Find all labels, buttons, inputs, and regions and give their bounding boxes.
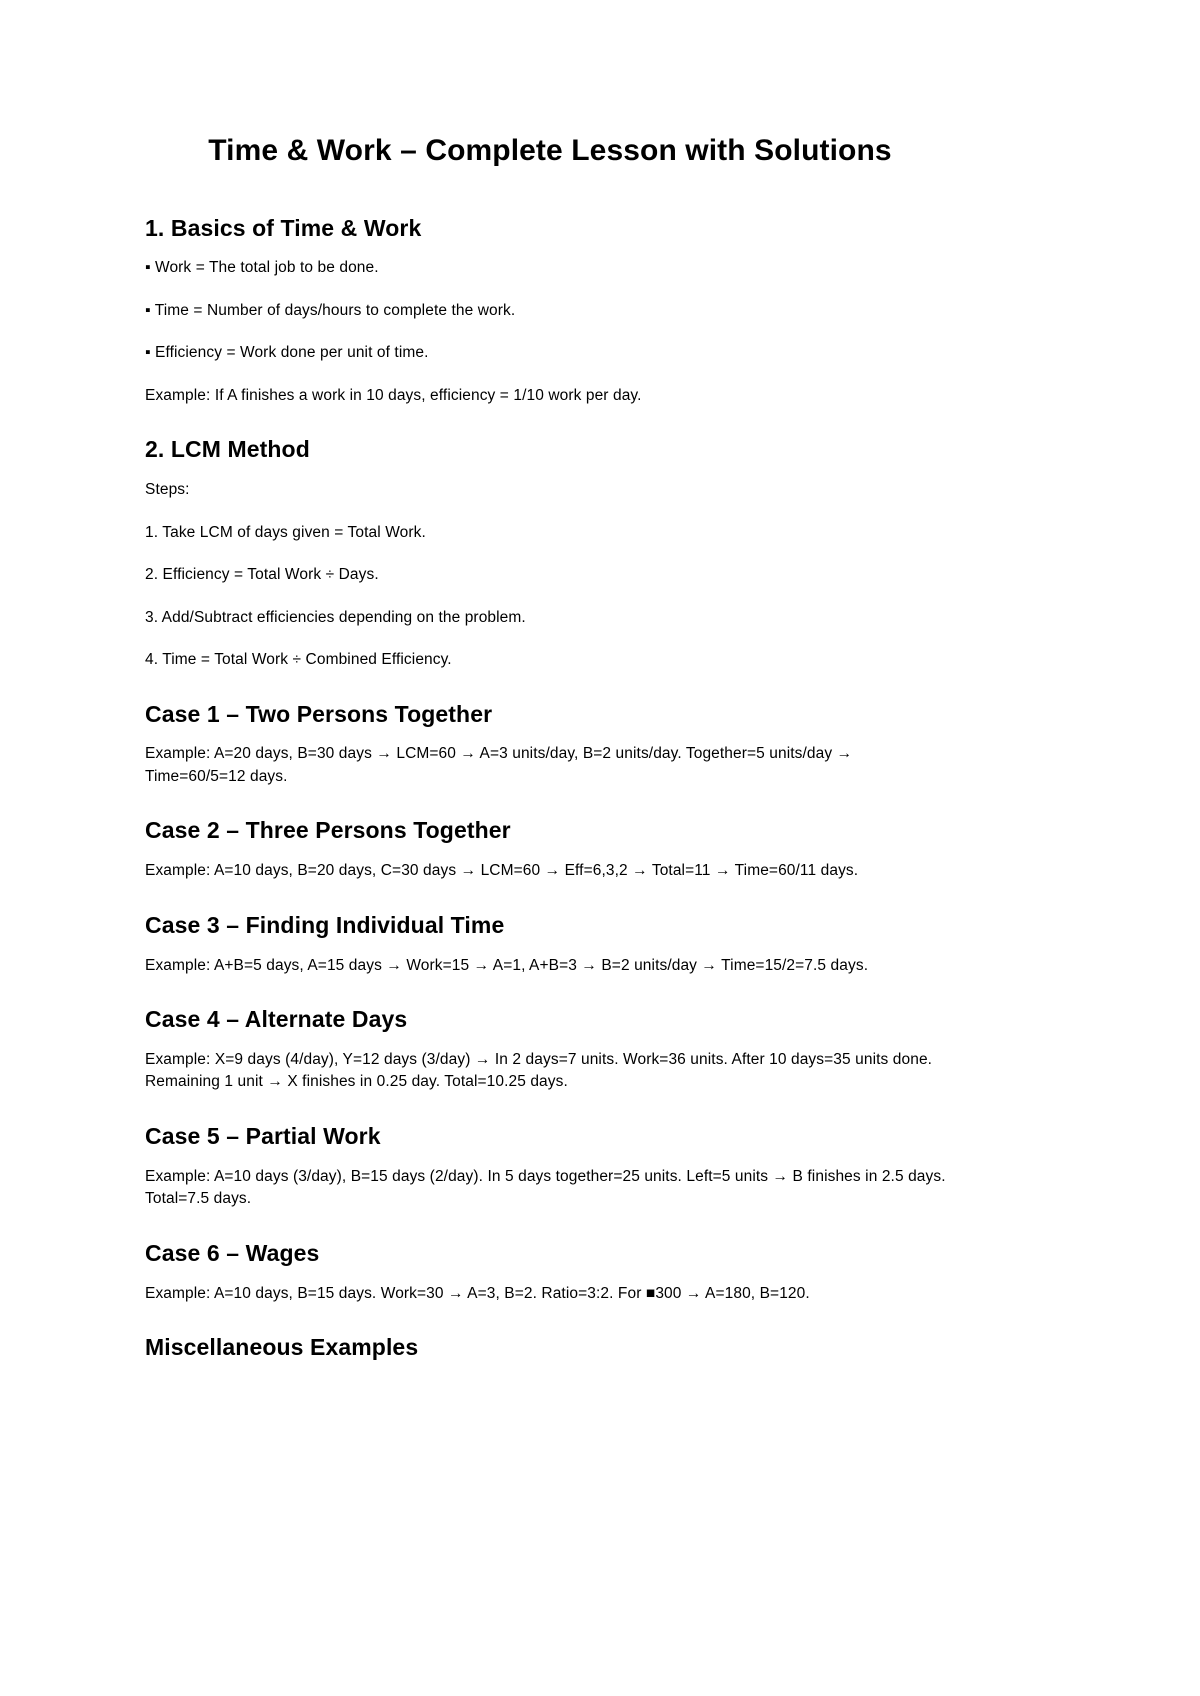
section-case-4 xyxy=(145,1005,955,1094)
section-heading: Miscellaneous Examples xyxy=(145,1334,419,1361)
paragraph: ▪ Time = Number of days/hours to complete the work. xyxy=(145,301,516,319)
paragraph: 2. Efficiency = Total Work ÷ Days. xyxy=(145,566,379,584)
paragraph: Example: X=9 days (4/day), Y=12 days (3/day) → In 2 days=7 units. Work=36 units. After 10 days=35 units done. Remaining 1 unit → X finishes in 0.25 day. Total=10.25 days. xyxy=(145,1050,933,1091)
section-heading: Case 3 – Finding Individual Time xyxy=(145,911,505,938)
section-heading: Case 4 – Alternate Days xyxy=(145,1006,408,1033)
paragraph: 1. Take LCM of days given = Total Work. xyxy=(145,523,426,541)
section-basics xyxy=(145,214,955,408)
section-heading: Case 5 – Partial Work xyxy=(145,1122,381,1149)
section-case-6 xyxy=(145,1239,955,1305)
paragraph: Example: A=10 days, B=15 days. Work=30 → A=3, B=2. Ratio=3:2. For ■300 → A=180, B=120. xyxy=(145,1284,810,1302)
paragraph: Example: A=10 days (3/day), B=15 days (2/day). In 5 days together=25 units. Left=5 units → B finishes in 2.5 days. Total=7.5 days. xyxy=(145,1167,946,1208)
paragraph: Example: A=20 days, B=30 days → LCM=60 → A=3 units/day, B=2 units/day. Together=5 units/day → Time=60/5=12 days. xyxy=(145,745,853,785)
section-lcm-method xyxy=(145,435,955,671)
page-title: Time & Work – Complete Lesson with Solutions xyxy=(208,134,892,167)
section-case-5 xyxy=(145,1122,955,1211)
section-heading: Case 1 – Two Persons Together xyxy=(145,700,493,727)
section-case-1 xyxy=(145,700,955,789)
paragraph: Example: A=10 days, B=20 days, C=30 days → LCM=60 → Eff=6,3,2 → Total=11 → Time=60/11 days. xyxy=(145,862,859,880)
paragraph: ▪ Efficiency = Work done per unit of time. xyxy=(145,344,429,362)
section-heading: Case 6 – Wages xyxy=(145,1239,320,1266)
paragraph: Example: A+B=5 days, A=15 days → Work=15 → A=1, A+B=3 → B=2 units/day → Time=15/2=7.5 days. xyxy=(145,956,869,974)
paragraph: ▪ Work = The total job to be done. xyxy=(145,259,379,277)
paragraph: Steps: xyxy=(145,481,190,499)
document-body xyxy=(145,132,955,1377)
paragraph: 3. Add/Subtract efficiencies depending on the problem. xyxy=(145,608,526,626)
paragraph: 4. Time = Total Work ÷ Combined Efficiency. xyxy=(145,651,452,669)
section-miscellaneous xyxy=(145,1333,955,1363)
section-case-3 xyxy=(145,911,955,977)
section-case-2 xyxy=(145,816,955,882)
paragraph: Example: If A finishes a work in 10 days, efficiency = 1/10 work per day. xyxy=(145,386,642,404)
section-heading: Case 2 – Three Persons Together xyxy=(145,817,511,844)
section-heading: 2. LCM Method xyxy=(145,436,310,463)
section-heading: 1. Basics of Time & Work xyxy=(145,214,422,241)
